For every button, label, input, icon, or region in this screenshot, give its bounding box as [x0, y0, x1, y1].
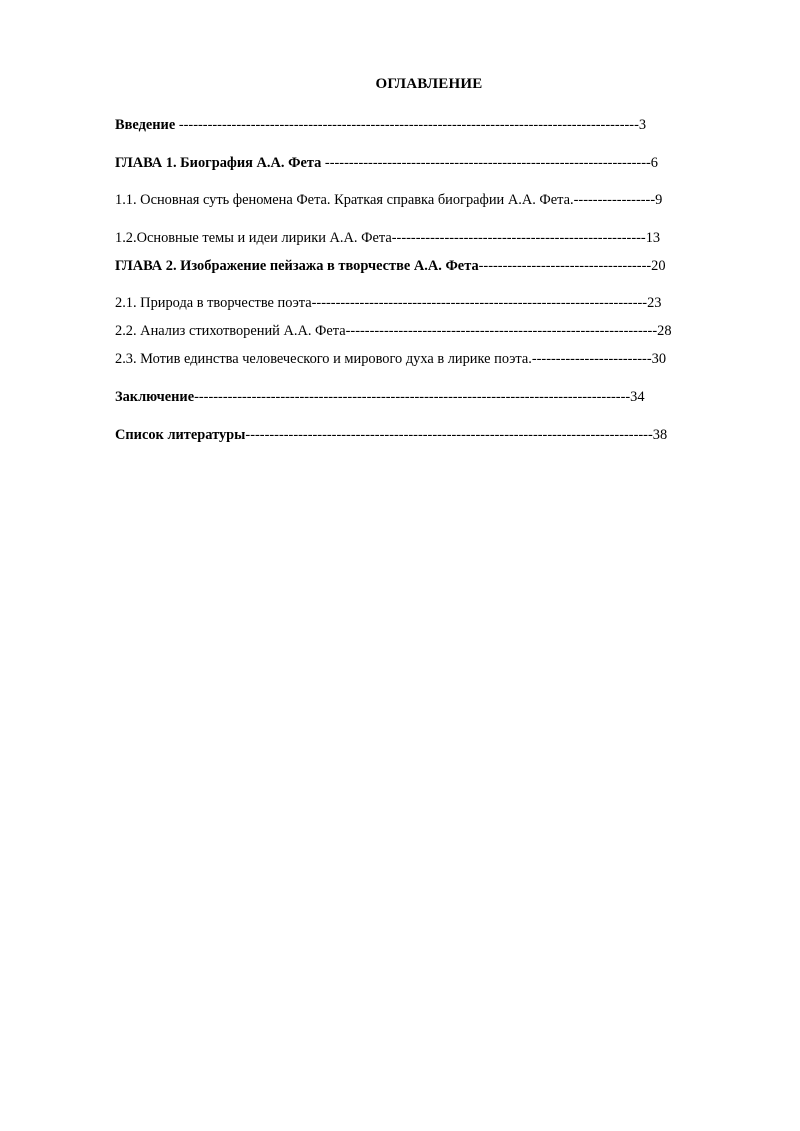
toc-entry-page: 6 — [650, 155, 658, 171]
toc-entry-leader: ---------------------------------------------------------------------- — [311, 295, 648, 311]
toc-entry-label: Введение — [115, 117, 179, 133]
toc-entry-section-2-3[interactable] — [115, 350, 666, 368]
toc-entry-page: 3 — [638, 117, 647, 133]
toc-entry-label: 2.2. Анализ стихотворений А.А. Фета — [115, 323, 346, 339]
toc-entry-page: 20 — [651, 258, 666, 274]
toc-entry-section-2-2[interactable] — [115, 322, 672, 340]
toc-entry-leader: ------------------------- — [531, 351, 652, 367]
toc-entry-label: 1.2.Основные темы и идеи лирики А.А. Фета — [115, 230, 392, 246]
toc-entry-label: 2.1. Природа в творчестве поэта — [115, 295, 312, 311]
toc-entry-leader: ----------------------------------------------------- — [391, 230, 646, 246]
toc-entry-page: 28 — [657, 323, 672, 339]
toc-entry-section-2-1[interactable] — [115, 294, 661, 312]
toc-entry-label: ГЛАВА 2. Изображение пейзажа в творчестве А.А. Фета — [115, 258, 479, 274]
toc-entry-leader: ----------------------------------------------------------------- — [345, 323, 658, 339]
toc-entry-references[interactable] — [115, 426, 667, 444]
toc-entry-leader: -------------------------------------------------------------------- — [324, 155, 651, 171]
toc-entry-label: Заключение — [115, 389, 195, 405]
toc-entry-leader: ------------------------------------------------------------------------------------- — [245, 427, 653, 443]
toc-entry-page: 38 — [652, 427, 668, 443]
toc-title: ОГЛАВЛЕНИЕ — [375, 76, 483, 92]
toc-entry-leader: ----------------- — [573, 192, 656, 208]
toc-entry-label: 1.1. Основная суть феномена Фета. Краткая справка биографии А.А. Фета. — [115, 192, 574, 208]
toc-entry-label: Список литературы — [115, 427, 246, 443]
toc-entry-page: 13 — [645, 230, 661, 246]
toc-entry-leader: ------------------------------------ — [478, 258, 652, 274]
toc-entry-page: 9 — [655, 192, 663, 208]
toc-entry-introduction[interactable] — [115, 116, 646, 134]
toc-entry-section-1-1[interactable] — [115, 191, 662, 209]
toc-entry-chapter-1[interactable] — [115, 154, 658, 172]
toc-entry-leader: ------------------------------------------------------------------------------------------------ — [178, 117, 639, 133]
toc-entry-page: 34 — [630, 389, 645, 405]
toc-entry-chapter-2[interactable] — [115, 257, 666, 275]
toc-entry-page: 23 — [647, 295, 662, 311]
toc-entry-page: 30 — [651, 351, 667, 367]
toc-entry-section-1-2[interactable] — [115, 229, 660, 247]
toc-entry-conclusion[interactable] — [115, 388, 645, 406]
toc-entry-leader: ------------------------------------------------------------------------------------------- — [194, 389, 631, 405]
toc-entry-label: ГЛАВА 1. Биография А.А. Фета — [115, 155, 325, 171]
toc-entry-label: 2.3. Мотив единства человеческого и мирового духа в лирике поэта. — [115, 351, 532, 367]
